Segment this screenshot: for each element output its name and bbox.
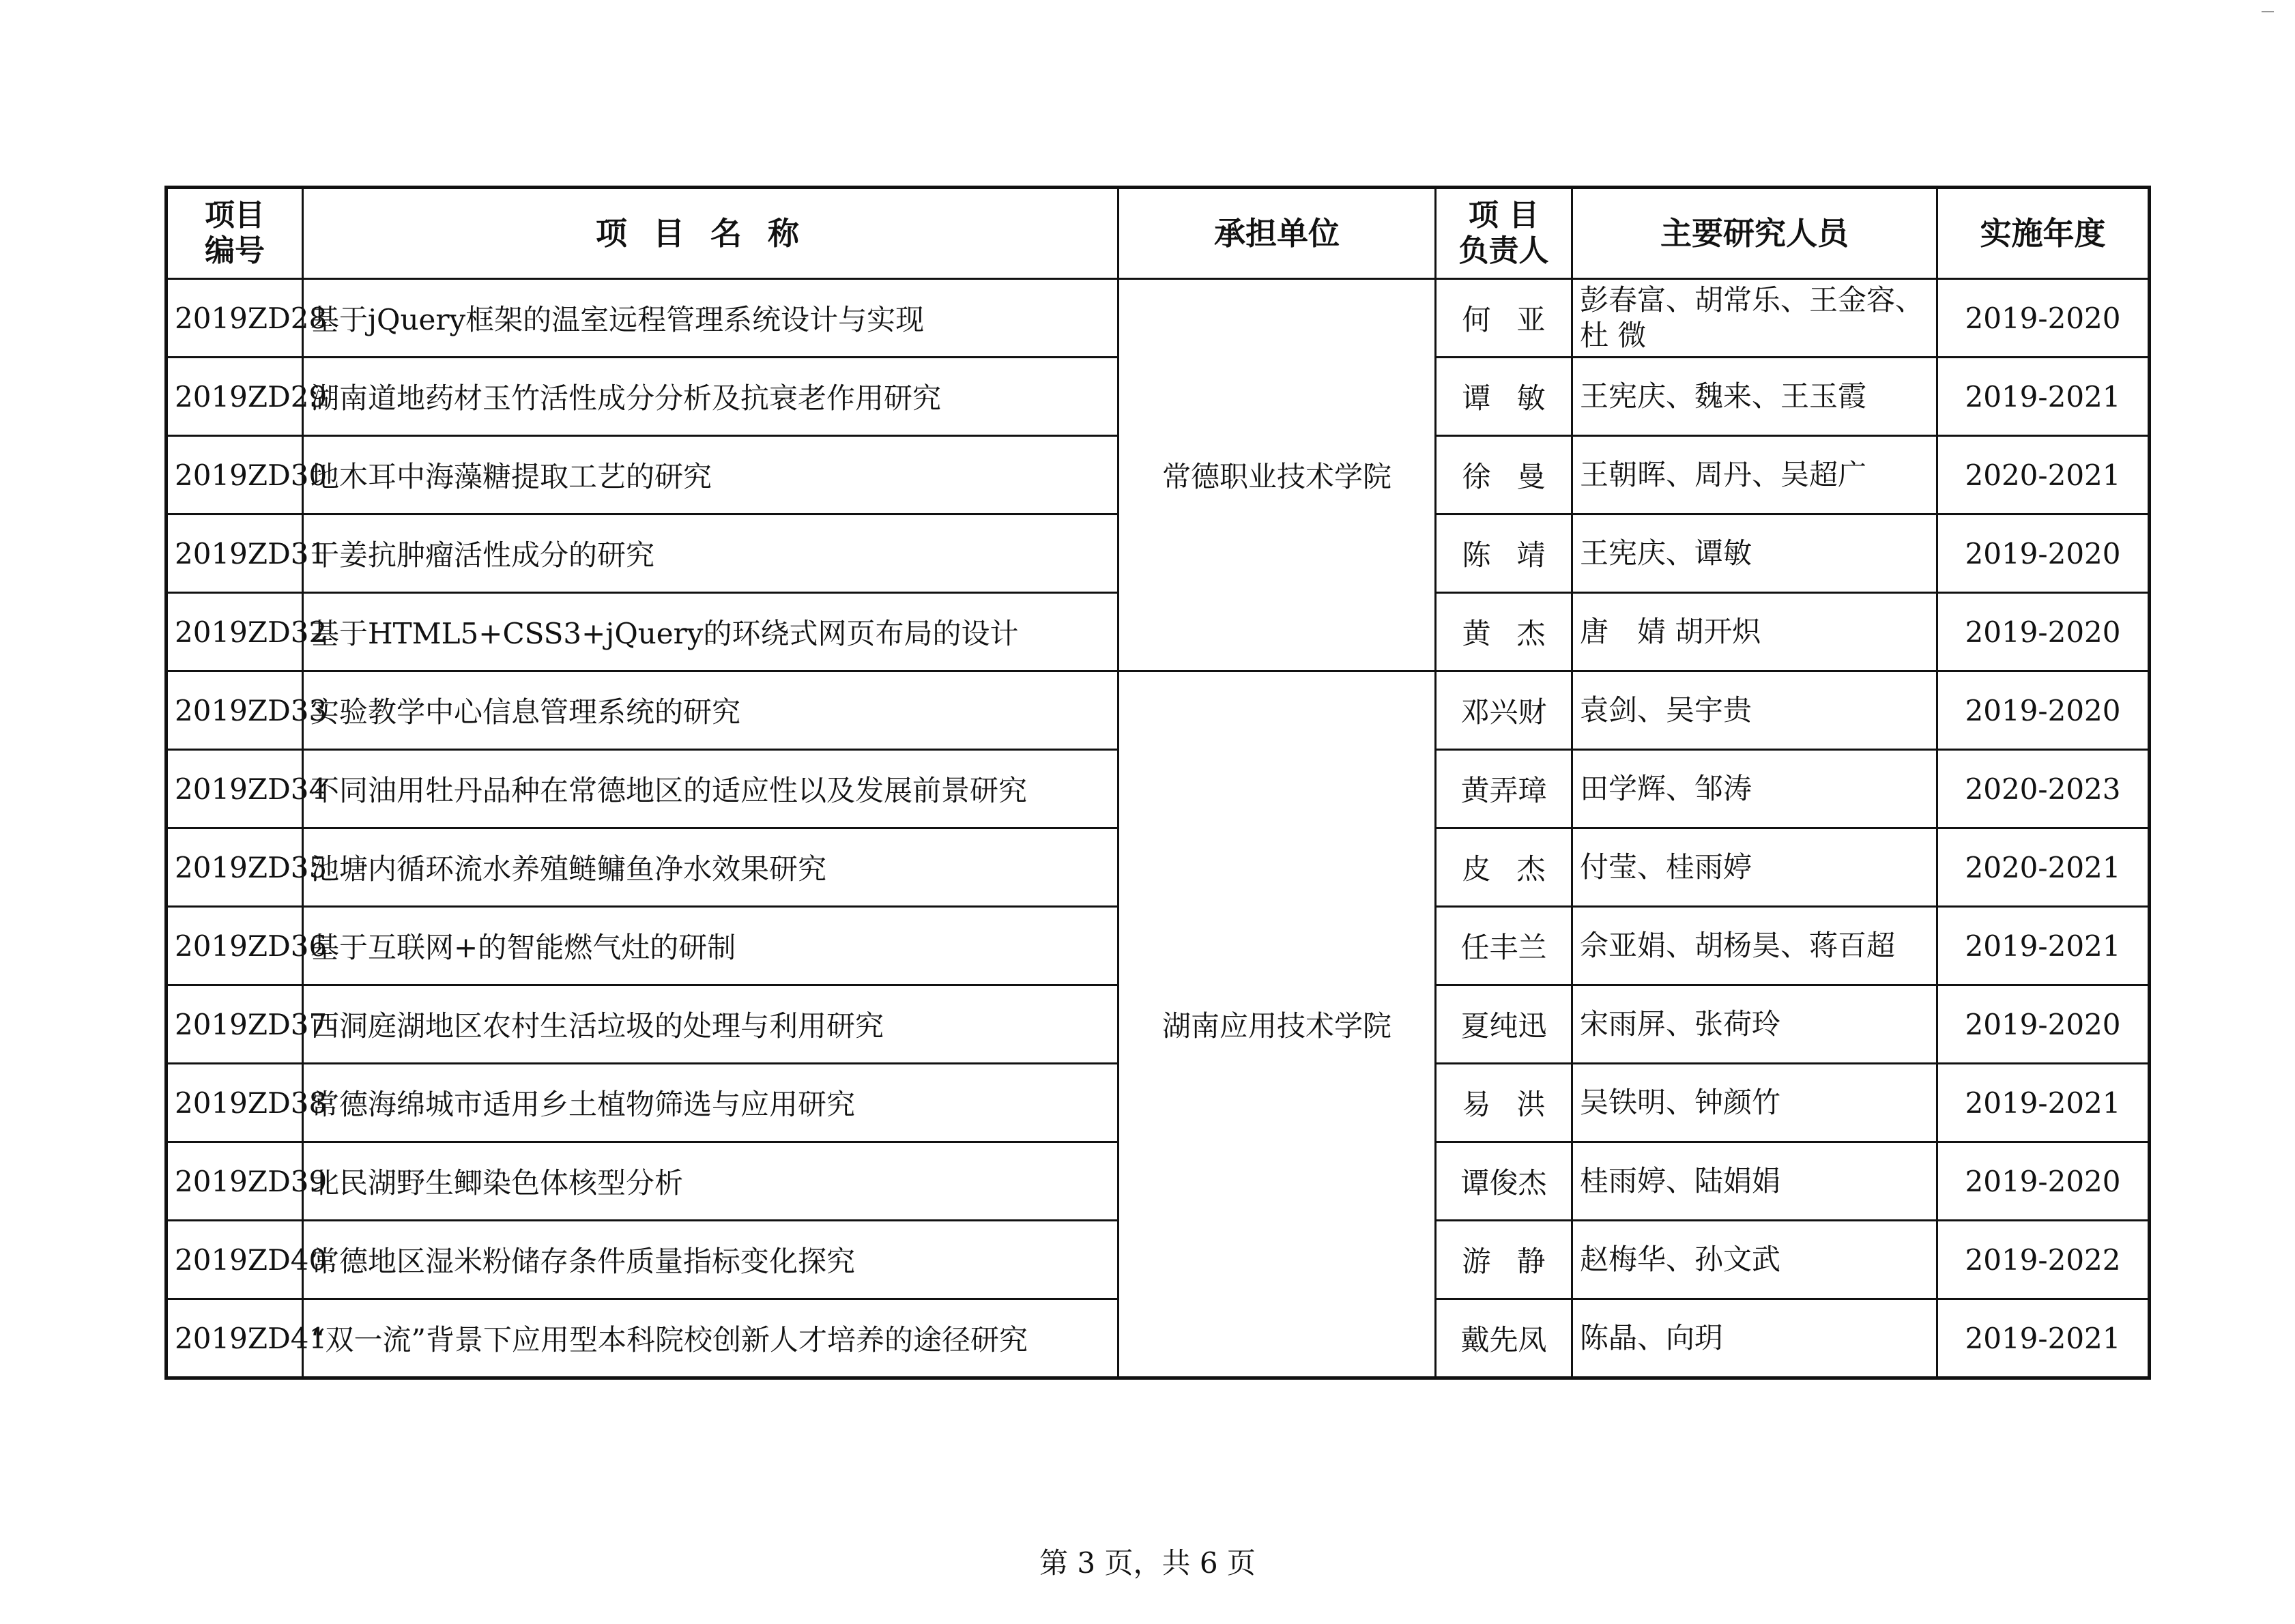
research-members: 付莹、桂雨婷: [1572, 828, 1937, 907]
project-year: 2019-2022: [1937, 1221, 2150, 1299]
project-year: 2019-2020: [1937, 671, 2150, 750]
project-lead: [1436, 593, 1572, 671]
header-lead-line1: 项 目: [1468, 198, 1540, 233]
project-lead-name: 徐曼: [1462, 460, 1572, 493]
project-code: 2019ZD29: [167, 358, 303, 436]
table-row: [167, 671, 2150, 750]
host-unit: 常德职业技术学院: [1118, 279, 1436, 671]
host-unit: 湖南应用技术学院: [1118, 671, 1436, 1378]
project-year: 2019-2020: [1937, 1142, 2150, 1221]
project-lead: 黄弄璋: [1436, 750, 1572, 828]
research-members: 宋雨屏、张荷玲: [1572, 985, 1937, 1064]
project-name: 池塘内循环流水养殖鲢鳙鱼净水效果研究: [303, 828, 1118, 907]
project-code: 2019ZD30: [167, 436, 303, 514]
header-unit: 承担单位: [1118, 188, 1436, 279]
research-members: 桂雨婷、陆娟娟: [1572, 1142, 1937, 1221]
project-code: 2019ZD32: [167, 593, 303, 671]
research-members: 陈晶、向玥: [1572, 1299, 1937, 1378]
project-lead-name: 黄杰: [1462, 617, 1572, 650]
project-code: 2019ZD36: [167, 907, 303, 985]
header-code-line1: 项目: [205, 198, 265, 233]
page-number: 第 3 页，共 6 页: [1039, 1546, 1256, 1580]
project-year: 2020-2023: [1937, 750, 2150, 828]
project-lead: [1436, 514, 1572, 593]
header-code-line2: 编号: [205, 233, 265, 268]
table-header-row: [167, 188, 2150, 279]
project-code: 2019ZD41: [167, 1299, 303, 1378]
project-year: 2019-2020: [1937, 279, 2150, 358]
header-members: 主要研究人员: [1572, 188, 1937, 279]
project-code: 2019ZD35: [167, 828, 303, 907]
project-lead-name: 皮杰: [1462, 852, 1572, 886]
project-name: 不同油用牡丹品种在常德地区的适应性以及发展前景研究: [303, 750, 1118, 828]
project-name: 西洞庭湖地区农村生活垃圾的处理与利用研究: [303, 985, 1118, 1064]
project-name: 干姜抗肿瘤活性成分的研究: [303, 514, 1118, 593]
project-year: 2019-2020: [1937, 514, 2150, 593]
project-table: [164, 186, 2151, 1380]
header-year: 实施年度: [1937, 188, 2150, 279]
project-name: 湖南道地药材玉竹活性成分分析及抗衰老作用研究: [303, 358, 1118, 436]
project-code: 2019ZD37: [167, 985, 303, 1064]
project-lead: [1436, 436, 1572, 514]
research-members: 赵梅华、孙文武: [1572, 1221, 1937, 1299]
project-code: 2019ZD33: [167, 671, 303, 750]
header-lead-line2: 负责人: [1458, 233, 1549, 268]
project-lead-name: 何亚: [1462, 303, 1572, 336]
project-lead-name: 谭敏: [1462, 381, 1572, 415]
header-lead: [1436, 188, 1572, 279]
project-name: 基于互联网+的智能燃气灶的研制: [303, 907, 1118, 985]
project-code: 2019ZD40: [167, 1221, 303, 1299]
project-lead: 谭俊杰: [1436, 1142, 1572, 1221]
project-lead: 夏纯迅: [1436, 985, 1572, 1064]
project-code: 2019ZD34: [167, 750, 303, 828]
corner-mark: —: [2261, 3, 2275, 19]
project-name: 常德地区湿米粉储存条件质量指标变化探究: [303, 1221, 1118, 1299]
project-year: 2019-2020: [1937, 985, 2150, 1064]
research-members: 吴铁明、钟颜竹: [1572, 1064, 1937, 1142]
project-year: 2019-2021: [1937, 1064, 2150, 1142]
project-year: 2019-2021: [1937, 1299, 2150, 1378]
research-members: 田学辉、邹涛: [1572, 750, 1937, 828]
project-lead: 任丰兰: [1436, 907, 1572, 985]
project-name: 基于jQuery框架的温室远程管理系统设计与实现: [303, 279, 1118, 358]
research-members: 佘亚娟、胡杨昊、蒋百超: [1572, 907, 1937, 985]
project-lead: [1436, 828, 1572, 907]
project-year: 2020-2021: [1937, 436, 2150, 514]
project-code: 2019ZD39: [167, 1142, 303, 1221]
project-name: 北民湖野生鲫染色体核型分析: [303, 1142, 1118, 1221]
project-name: 常德海绵城市适用乡土植物筛选与应用研究: [303, 1064, 1118, 1142]
research-members: 王宪庆、谭敏: [1572, 514, 1937, 593]
project-lead: [1436, 358, 1572, 436]
project-lead-name: 游静: [1462, 1245, 1572, 1278]
header-name-label: 项目名称: [596, 215, 825, 252]
project-code: 2019ZD28: [167, 279, 303, 358]
header-code: [167, 188, 303, 279]
research-members: 唐 婧 胡开炽: [1572, 593, 1937, 671]
project-year: 2019-2021: [1937, 907, 2150, 985]
research-members: 袁剑、吴宇贵: [1572, 671, 1937, 750]
project-name: “双一流”背景下应用型本科院校创新人才培养的途径研究: [303, 1299, 1118, 1378]
research-members: 王宪庆、魏来、王玉霞: [1572, 358, 1937, 436]
project-year: 2019-2021: [1937, 358, 2150, 436]
research-members: 王朝晖、周丹、吴超广: [1572, 436, 1937, 514]
project-code: 2019ZD31: [167, 514, 303, 593]
research-members: 彭春富、胡常乐、王金容、杜 微: [1572, 279, 1937, 358]
project-code: 2019ZD38: [167, 1064, 303, 1142]
project-lead-name: 陈靖: [1462, 538, 1572, 572]
project-name: 基于HTML5+CSS3+jQuery的环绕式网页布局的设计: [303, 593, 1118, 671]
project-lead: [1436, 279, 1572, 358]
table-row: [167, 279, 2150, 358]
project-lead: 戴先凤: [1436, 1299, 1572, 1378]
project-name: 地木耳中海藻糖提取工艺的研究: [303, 436, 1118, 514]
project-year: 2019-2020: [1937, 593, 2150, 671]
project-lead: [1436, 1221, 1572, 1299]
project-lead-name: 易洪: [1462, 1088, 1572, 1121]
project-name: 实验教学中心信息管理系统的研究: [303, 671, 1118, 750]
project-lead: [1436, 1064, 1572, 1142]
header-name: [303, 188, 1118, 279]
project-lead: 邓兴财: [1436, 671, 1572, 750]
project-year: 2020-2021: [1937, 828, 2150, 907]
